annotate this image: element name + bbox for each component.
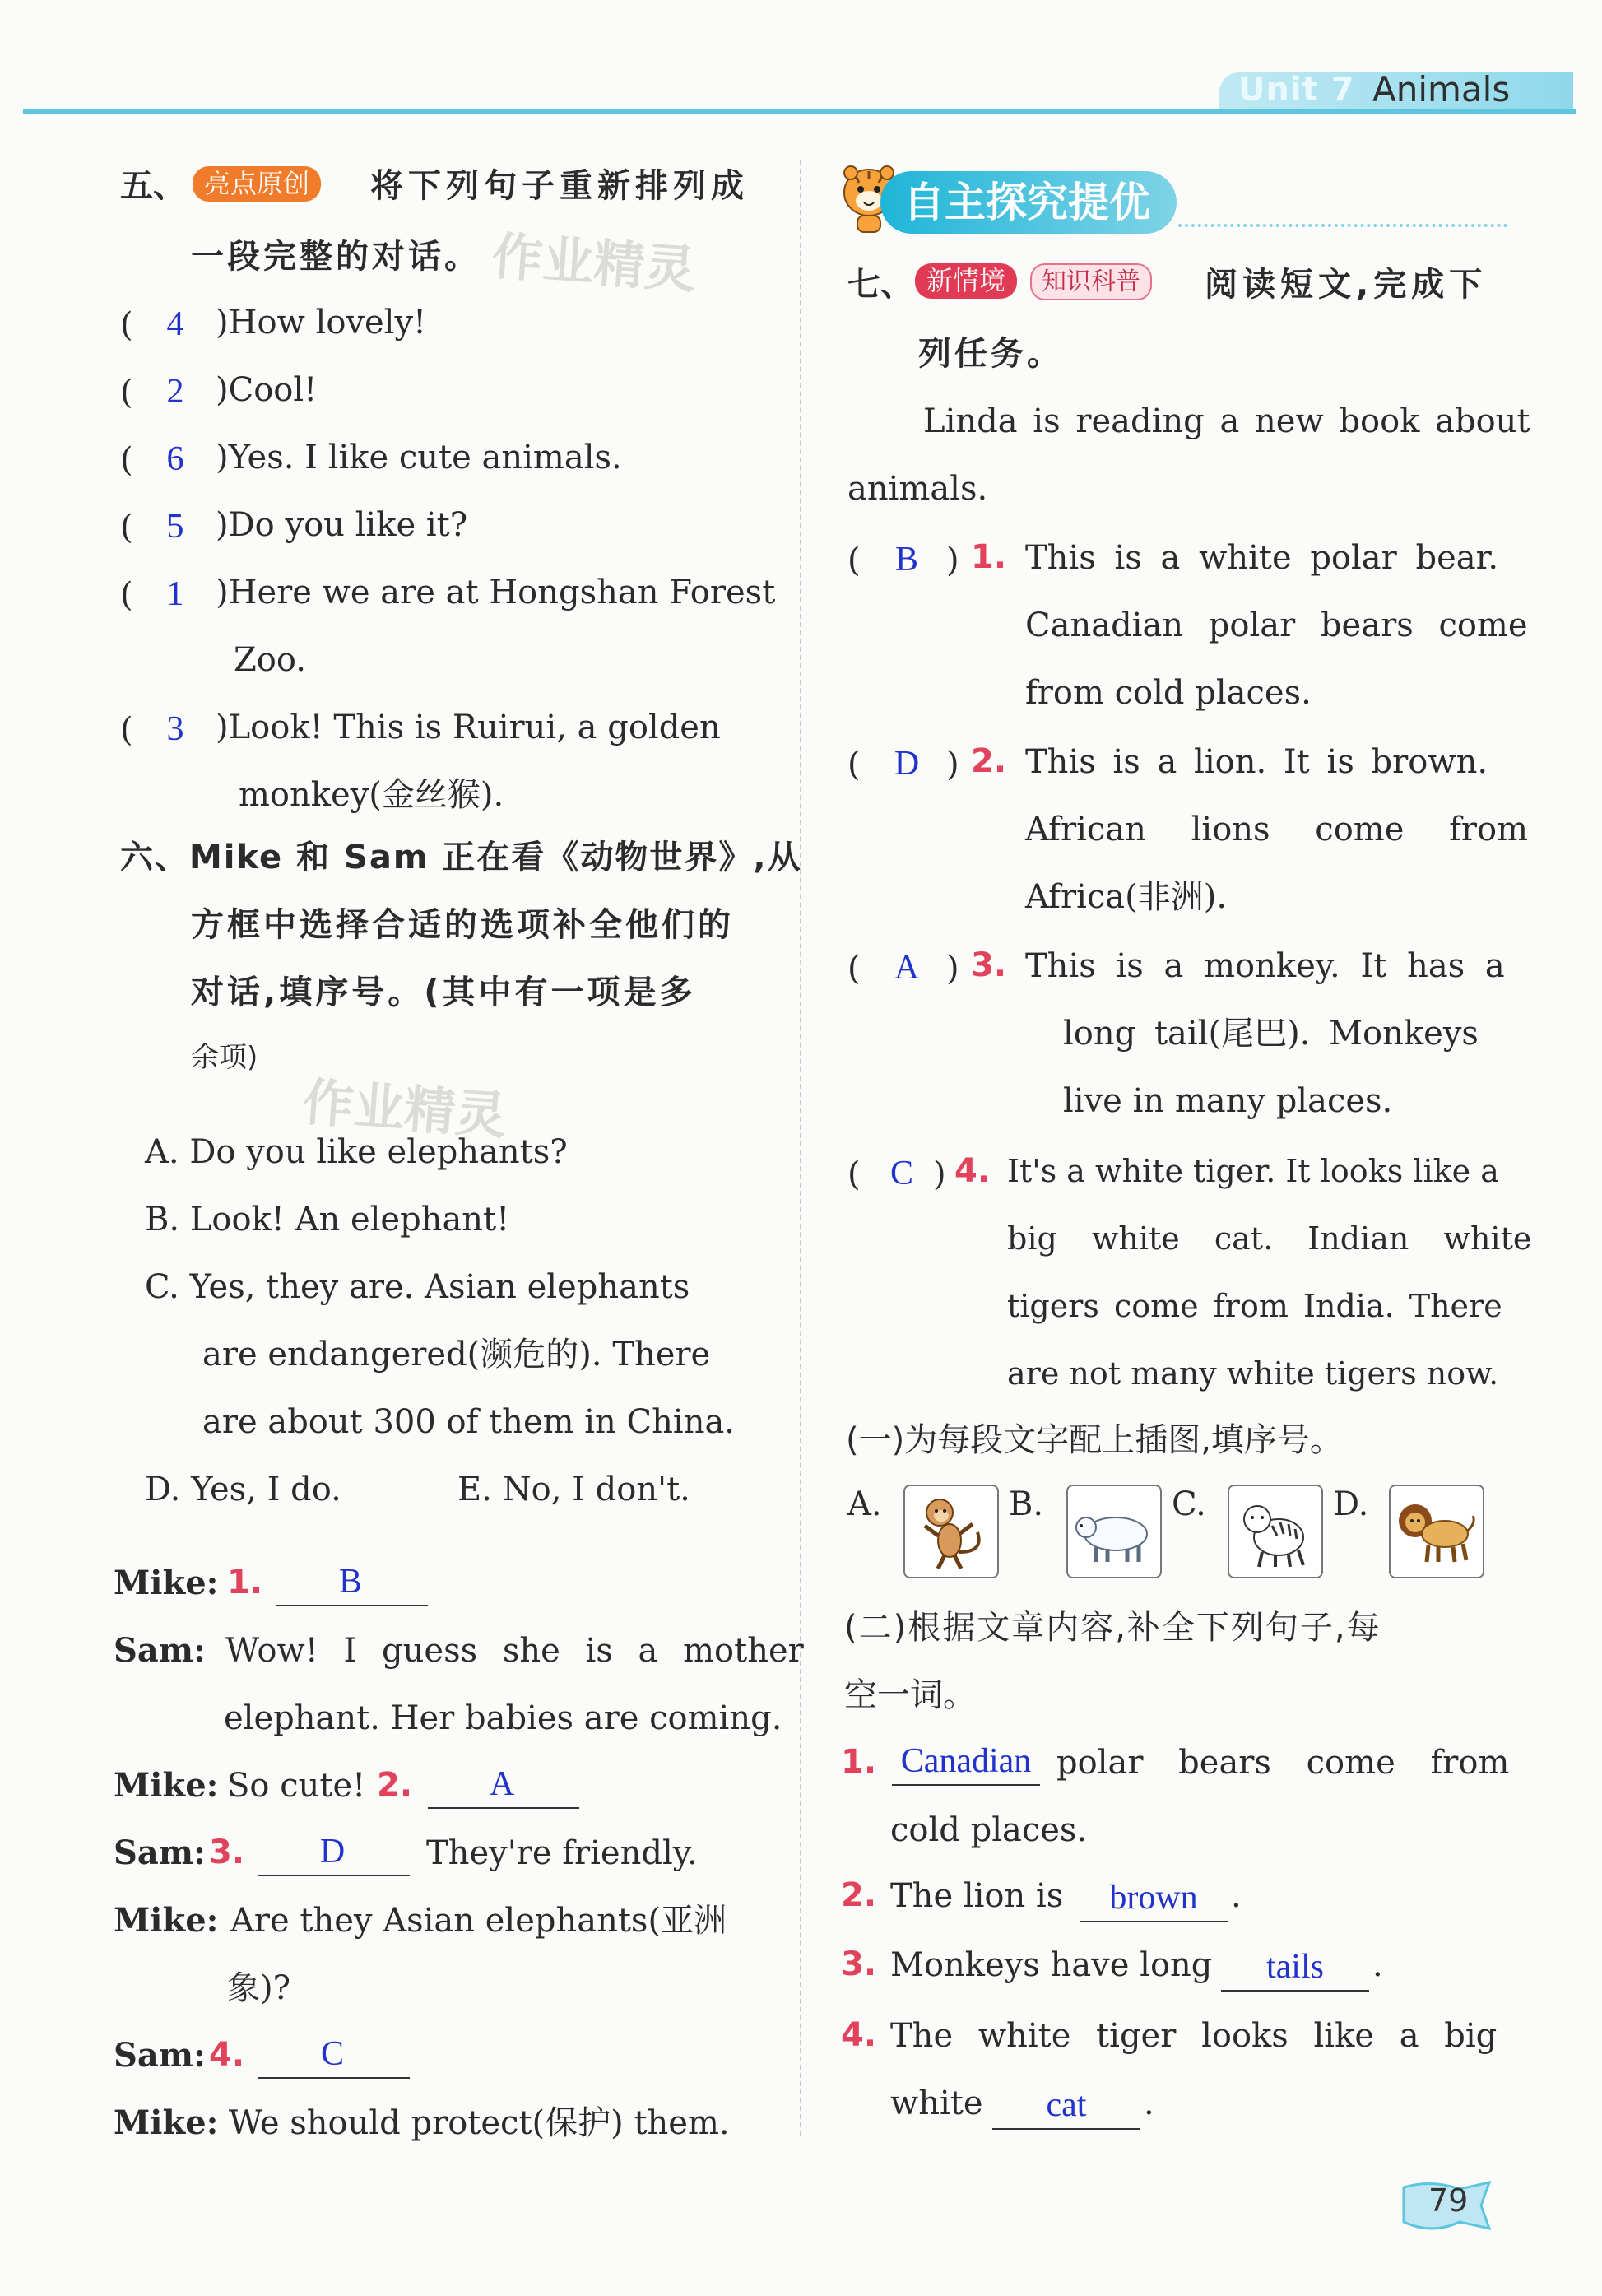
section-number: 五、 (120, 167, 186, 205)
item-number: 3. (841, 1945, 877, 1983)
blank-number: 3. (209, 1834, 245, 1871)
section-title: 余项) (191, 1041, 258, 1074)
para-number: 1. (971, 538, 1007, 576)
blank-line (258, 1875, 410, 1876)
fill-answer-3: tails (1266, 1948, 1324, 1986)
close-paren: ) (946, 746, 959, 783)
fill-text: . (1231, 1877, 1242, 1915)
blank-line (428, 1807, 579, 1809)
option-c: C. Yes, they are. Asian elephants (145, 1268, 690, 1306)
fill-text: polar bears come from (1056, 1744, 1510, 1782)
item-number: 2. (841, 1876, 877, 1914)
open-paren: ( (847, 950, 861, 988)
para-line: Canadian polar bears come (1025, 607, 1528, 644)
pic-label-a: A. (847, 1485, 882, 1523)
para-line: This is a white polar bear. (1025, 539, 1499, 577)
part-two-title: 空一词。 (844, 1676, 976, 1714)
option-d: D. Yes, I do. (145, 1471, 341, 1508)
open-paren: ( (120, 306, 133, 344)
sentence-cont: Zoo. (234, 641, 306, 679)
answer-2: 2 (166, 373, 184, 411)
pic-label-d: D. (1333, 1485, 1369, 1523)
fill-answer-2: brown (1109, 1879, 1198, 1917)
line: They're friendly. (426, 1834, 698, 1872)
answer-6: 6 (166, 440, 184, 478)
para-answer: A (894, 949, 920, 987)
blank-line (992, 2128, 1140, 2130)
para-line: It's a white tiger. It looks like a (1007, 1153, 1499, 1189)
speaker-mike: Mike: (114, 1564, 219, 1602)
blank-line (258, 2077, 410, 2079)
speaker-mike: Mike: (114, 1766, 219, 1805)
science-badge: 知识科普 (1030, 263, 1152, 300)
para-line: long tail(尾巴). Monkeys (1063, 1015, 1479, 1053)
speaker-sam: Sam: (114, 1631, 206, 1670)
header-rule (23, 109, 1576, 114)
para-line: tigers come from India. There (1007, 1288, 1502, 1324)
section-title: 列任务。 (918, 335, 1063, 373)
answer-blank-1: B (338, 1563, 362, 1601)
item-number: 4. (841, 2016, 877, 2054)
answer-3: 3 (166, 710, 184, 748)
watermark: 作业精灵 (300, 1071, 508, 1146)
answer-1: 1 (166, 575, 184, 613)
blank-line (1080, 1921, 1228, 1922)
para-answer: C (889, 1155, 913, 1192)
open-paren: ( (120, 576, 133, 614)
part-one-title: (一)为每段文字配上插图,填序号。 (846, 1421, 1343, 1459)
para-answer: B (894, 541, 918, 579)
option-a: A. Do you like elephants? (145, 1133, 568, 1171)
section-title: 一段完整的对话。 (191, 238, 481, 276)
fill-text: The white tiger looks like a big (890, 2017, 1498, 2055)
fill-text: The lion is (890, 1877, 1064, 1915)
new-context-badge: 新情境 (915, 263, 1017, 299)
para-answer: D (894, 745, 920, 783)
line: Are they Asian elephants(亚洲 (230, 1902, 727, 1940)
unit-label: Unit 7 (1238, 71, 1355, 109)
speaker-sam: Sam: (114, 1834, 206, 1872)
item-number: 1. (841, 1743, 877, 1781)
sentence: )Do you like it? (216, 506, 468, 544)
blank-number: 2. (377, 1766, 413, 1804)
sentence: )Look! This is Ruirui, a golden (216, 709, 721, 746)
open-paren: ( (120, 509, 133, 546)
close-paren: ) (933, 1155, 946, 1193)
para-line: Africa(非洲). (1025, 878, 1228, 916)
blank-number: 1. (227, 1564, 263, 1601)
answer-5: 5 (166, 508, 184, 546)
speaker-sam: Sam: (114, 2036, 206, 2075)
section-title: 对话,填序号。(其中有一项是多 (191, 974, 696, 1011)
pic-label-c: C. (1172, 1485, 1206, 1523)
line: We should protect(保护) them. (229, 2104, 730, 2142)
para-line: big white cat. Indian white (1007, 1220, 1532, 1257)
fill-answer-1: Canadian (900, 1742, 1032, 1780)
speaker-mike: Mike: (114, 1901, 219, 1940)
section-title: 将下列句子重新排列成 (370, 167, 749, 205)
section-number: 七、 (847, 266, 913, 304)
intro-line: animals. (847, 470, 988, 508)
line: Wow! I guess she is a mother (225, 1632, 804, 1670)
part-two-title: (二)根据文章内容,补全下列句子,每 (844, 1609, 1381, 1647)
fill-text: cold places. (890, 1811, 1088, 1849)
fill-text: . (1144, 2085, 1154, 2122)
close-paren: ) (946, 950, 959, 988)
para-line: This is a lion. It is brown. (1025, 743, 1488, 781)
unit-title: Animals (1372, 69, 1511, 109)
monkey-icon (903, 1485, 999, 1578)
option-c-cont: are endangered(濒危的). There (202, 1336, 711, 1373)
fill-text: . (1372, 1946, 1383, 1984)
sentence: )Yes. I like cute animals. (216, 439, 622, 476)
fill-text: Monkeys have long (890, 1946, 1213, 1984)
para-number: 3. (971, 946, 1007, 984)
option-c-cont: are about 300 of them in China. (202, 1403, 736, 1441)
line: 象)? (227, 1969, 291, 2007)
answer-blank-4: C (320, 2035, 344, 2073)
blank-line (276, 1605, 428, 1606)
open-paren: ( (120, 711, 133, 749)
para-number: 2. (971, 742, 1007, 780)
column-divider (800, 160, 801, 2136)
sentence: )Cool! (216, 371, 318, 409)
section-title: 六、Mike 和 Sam 正在看《动物世界》,从 (120, 839, 802, 876)
para-line: This is a monkey. It has a (1025, 947, 1505, 985)
answer-4: 4 (166, 305, 184, 343)
sentence: )How lovely! (216, 304, 427, 342)
section-banner: 自主探究提优 (880, 171, 1177, 234)
page-number: 79 (1428, 2182, 1469, 2219)
open-paren: ( (847, 1155, 861, 1193)
pic-label-b: B. (1009, 1485, 1044, 1523)
white-tiger-icon (1228, 1485, 1323, 1578)
open-paren: ( (847, 541, 861, 579)
section-title: 阅读短文,完成下 (1205, 266, 1488, 304)
close-paren: ) (946, 541, 959, 579)
intro-line: Linda is reading a new book about (923, 402, 1530, 440)
lion-icon (1389, 1485, 1484, 1578)
section-title: 方框中选择合适的选项补全他们的 (191, 906, 734, 944)
watermark: 作业精灵 (490, 225, 698, 300)
para-line: from cold places. (1025, 674, 1312, 712)
fill-text: white (890, 2085, 983, 2122)
answer-blank-3: D (319, 1833, 346, 1871)
blank-line (1221, 1990, 1369, 1992)
speaker-mike: Mike: (114, 2103, 219, 2142)
sentence-cont: monkey(金丝猴). (239, 776, 504, 814)
option-b: B. Look! An elephant! (145, 1201, 510, 1239)
answer-blank-2: A (489, 1765, 515, 1803)
original-badge: 亮点原创 (193, 166, 321, 202)
para-line: African lions come from (1025, 811, 1529, 848)
polar-bear-icon (1066, 1485, 1162, 1578)
fill-answer-4: cat (1046, 2086, 1087, 2124)
option-e: E. No, I don't. (457, 1471, 690, 1508)
open-paren: ( (847, 746, 861, 783)
para-line: live in many places. (1063, 1082, 1393, 1120)
blank-line (892, 1784, 1040, 1786)
banner-dots (1178, 224, 1507, 227)
line: So cute! (227, 1767, 366, 1805)
line: elephant. Her babies are coming. (224, 1699, 782, 1737)
sentence: )Here we are at Hongshan Forest (216, 574, 776, 611)
open-paren: ( (120, 441, 133, 479)
para-line: are not many white tigers now. (1007, 1355, 1499, 1392)
para-number: 4. (954, 1152, 991, 1190)
open-paren: ( (120, 374, 133, 411)
blank-number: 4. (209, 2036, 245, 2074)
